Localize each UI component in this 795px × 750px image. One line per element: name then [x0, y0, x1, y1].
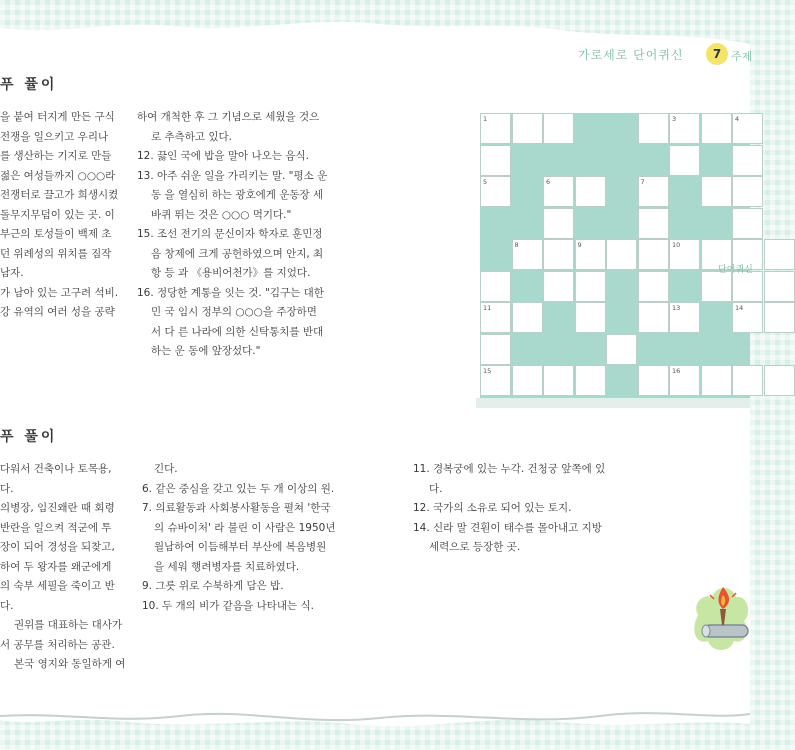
- clue-line: 던 위례성의 위치를 짐작: [0, 247, 112, 260]
- down-clues-col2: [142, 460, 336, 616]
- across-clues-col2: [137, 108, 327, 362]
- clue-number: 13: [672, 304, 681, 312]
- clue-number: 16: [672, 367, 681, 375]
- clue-line: 다.: [0, 599, 14, 612]
- clue-number: 1: [483, 115, 488, 123]
- clue-line: 다.: [429, 482, 443, 495]
- crossword-cell[interactable]: [732, 176, 763, 207]
- crossword-cell[interactable]: [543, 239, 574, 270]
- clue-line: 다.: [0, 482, 14, 495]
- clue-line: 15. 조선 전기의 문신이자 학자로 훈민정: [137, 228, 323, 240]
- clue-line: 다워서 건축이나 토목용,: [0, 463, 112, 475]
- clue-line: 긴다.: [154, 463, 178, 475]
- crossword-cell[interactable]: [575, 239, 606, 270]
- crossword-cell[interactable]: [764, 365, 795, 396]
- crossword-cell[interactable]: [669, 365, 700, 396]
- clue-number: 5: [483, 178, 488, 186]
- crossword-cell[interactable]: [575, 302, 606, 333]
- crossword-cell[interactable]: [732, 302, 763, 333]
- clue-line: 장이 되어 경성을 되찾고,: [0, 541, 115, 553]
- crossword-cell[interactable]: [543, 365, 574, 396]
- crossword-cell[interactable]: [480, 145, 511, 176]
- clue-line: 14. 신라 말 견훤이 태수를 몰아내고 지방: [413, 521, 602, 534]
- clue-line: 젊은 여성들까지 ○○○라: [0, 169, 116, 182]
- crossword-cell[interactable]: [638, 239, 669, 270]
- crossword-cell[interactable]: [732, 208, 763, 239]
- clue-line: 13. 아주 쉬운 일을 가리키는 말. "평소 운: [137, 169, 328, 182]
- clue-line: 11. 경복궁에 있는 누각. 건청궁 앞쪽에 있: [413, 463, 606, 475]
- clue-line: 서 공무를 처리하는 공관.: [0, 638, 115, 651]
- clue-line: 하여 두 왕자를 왜군에게: [0, 560, 112, 573]
- clue-line: 전쟁을 일으키고 우리나: [0, 130, 109, 143]
- clue-line: 로 추측하고 있다.: [151, 130, 233, 143]
- clue-number: 8: [514, 241, 519, 249]
- down-clues-col1: [0, 460, 125, 675]
- clue-line: 부근의 토성들이 백제 초: [0, 228, 112, 240]
- crossword-cell[interactable]: [512, 239, 543, 270]
- crossword-cell[interactable]: [480, 271, 511, 302]
- crossword-cell[interactable]: [480, 365, 511, 396]
- clue-line: 7. 의료활동과 사회봉사활동을 펼쳐 '한국: [142, 502, 331, 514]
- down-section-title: 푸 풀이: [0, 429, 58, 445]
- crossword-cell[interactable]: [701, 365, 732, 396]
- clue-number: 7: [640, 178, 645, 186]
- clue-number: 4: [735, 115, 740, 123]
- crossword-cell[interactable]: [480, 302, 511, 333]
- clue-line: 를 생산하는 기지로 만들: [0, 150, 112, 162]
- clue-number: 11: [483, 304, 492, 312]
- crossword-cell[interactable]: [512, 302, 543, 333]
- clue-line: 12. 국가의 소유로 되어 있는 토지.: [413, 502, 572, 514]
- crossword-cell[interactable]: [575, 365, 606, 396]
- clue-line: 하여 개척한 후 그 기념으로 세웠을 것으: [137, 111, 320, 123]
- clue-line: 의 슈바이처' 라 불린 이 사람은 1950년: [154, 521, 336, 534]
- crossword-cell[interactable]: [480, 176, 511, 207]
- crossword-cell[interactable]: [638, 365, 669, 396]
- crossword-cell[interactable]: [512, 365, 543, 396]
- clue-number: 14: [735, 304, 744, 312]
- crossword-cell[interactable]: [732, 365, 763, 396]
- clue-line: 6. 같은 중심을 갖고 있는 두 개 이상의 원.: [142, 482, 335, 495]
- clue-line: 12. 끓인 국에 밥을 말아 나오는 음식.: [137, 150, 309, 162]
- crossword-cell[interactable]: [512, 113, 543, 144]
- crossword-cell[interactable]: [543, 113, 574, 144]
- crossword-cell[interactable]: [732, 145, 763, 176]
- chapter-badge: 7: [706, 43, 728, 65]
- crossword-cell[interactable]: [764, 302, 795, 333]
- clue-line: 강 유역의 여러 성을 공략: [0, 306, 115, 318]
- crossword-cell[interactable]: [638, 302, 669, 333]
- crossword-cell[interactable]: [575, 271, 606, 302]
- crossword-cell[interactable]: [701, 113, 732, 144]
- clue-line: 동 을 열심히 하는 광호에게 운동장 세: [151, 189, 324, 201]
- clue-number: 10: [672, 241, 681, 249]
- crossword-cell[interactable]: [669, 145, 700, 176]
- clue-line: 남자.: [0, 267, 24, 279]
- crossword-cell[interactable]: [543, 208, 574, 239]
- crossword-cell[interactable]: [701, 176, 732, 207]
- clue-line: 민 국 임시 정부의 ○○○을 주장하면: [151, 306, 317, 318]
- down-clues-col3: [413, 460, 605, 558]
- crossword-cell[interactable]: [669, 113, 700, 144]
- crossword-cell[interactable]: [732, 271, 763, 302]
- crossword-cell[interactable]: [638, 113, 669, 144]
- clue-line: 권위를 대표하는 대사가: [14, 619, 123, 631]
- clue-line: 가 남아 있는 고구려 석비.: [0, 286, 119, 299]
- crossword-cell[interactable]: [764, 239, 795, 270]
- clue-line: 음 창제에 크게 공헌하였으며 안지, 최: [151, 247, 324, 260]
- clue-line: 9. 그릇 위로 수북하게 담은 밥.: [142, 580, 284, 592]
- clue-line: 10. 두 개의 비가 같음을 나타내는 식.: [142, 599, 314, 612]
- crossword-cell[interactable]: [701, 271, 732, 302]
- crossword-cell[interactable]: [638, 271, 669, 302]
- clue-line: 16. 정당한 계통을 잇는 것. "김구는 대한: [137, 286, 324, 299]
- clue-line: 바퀴 뛰는 것은 ○○○ 먹기다.": [151, 208, 292, 221]
- clue-number: 3: [672, 115, 677, 123]
- crossword-cell[interactable]: [764, 271, 795, 302]
- clue-line: 의병장, 임진왜란 때 회령: [0, 502, 115, 514]
- crossword-cell[interactable]: [638, 176, 669, 207]
- running-header: 가로세로 단어퀴신: [578, 48, 684, 62]
- clue-line: 하는 운 동에 앞장섰다.": [151, 345, 261, 357]
- crossword-cell[interactable]: [669, 239, 700, 270]
- clue-line: 을 세워 행려병자를 치료하였다.: [154, 560, 300, 573]
- clue-line: 반란을 일으켜 적군에 투: [0, 521, 112, 534]
- crossword-cell[interactable]: [543, 176, 574, 207]
- crossword-cell[interactable]: [732, 113, 763, 144]
- crossword-cell[interactable]: [669, 302, 700, 333]
- clue-line: 세력으로 등장한 곳.: [429, 541, 521, 553]
- clue-line: 돌무지무덤이 있는 곳. 이: [0, 208, 115, 221]
- crossword-cell[interactable]: [606, 334, 637, 365]
- clue-line: 항 등 과 《용비어천가》를 지었다.: [151, 267, 311, 279]
- crossword-cell[interactable]: [543, 271, 574, 302]
- crossword-frame-bottom: [476, 398, 750, 408]
- clue-line: 전쟁터로 끌고가 희생시켰: [0, 189, 119, 201]
- torch-mascot-illustration: [690, 575, 750, 670]
- crossword-cell[interactable]: [480, 334, 511, 365]
- side-tag: 단어퀴신: [718, 265, 753, 275]
- clue-line: 월남하여 이듬해부터 부산에 복음병원: [154, 541, 327, 553]
- clue-line: 서 다 른 나라에 의한 신탁통치를 반대: [151, 325, 324, 338]
- crossword-cell[interactable]: [638, 208, 669, 239]
- crossword-cell[interactable]: [575, 176, 606, 207]
- clue-line: 을 붙여 터지게 만든 구식: [0, 111, 115, 123]
- clue-number: 15: [483, 367, 492, 375]
- across-clues-col1: [0, 108, 118, 323]
- crossword-cell[interactable]: [480, 113, 511, 144]
- clue-line: 의 숙부 세필을 죽이고 반: [0, 580, 115, 592]
- clue-number: 6: [546, 178, 551, 186]
- clue-number: 9: [577, 241, 582, 249]
- clue-line: 본국 영지와 동일하게 여: [14, 658, 126, 670]
- crossword-cell[interactable]: [606, 239, 637, 270]
- across-section-title: 푸 퓰이: [0, 77, 58, 93]
- running-topic: 주제: [731, 50, 753, 63]
